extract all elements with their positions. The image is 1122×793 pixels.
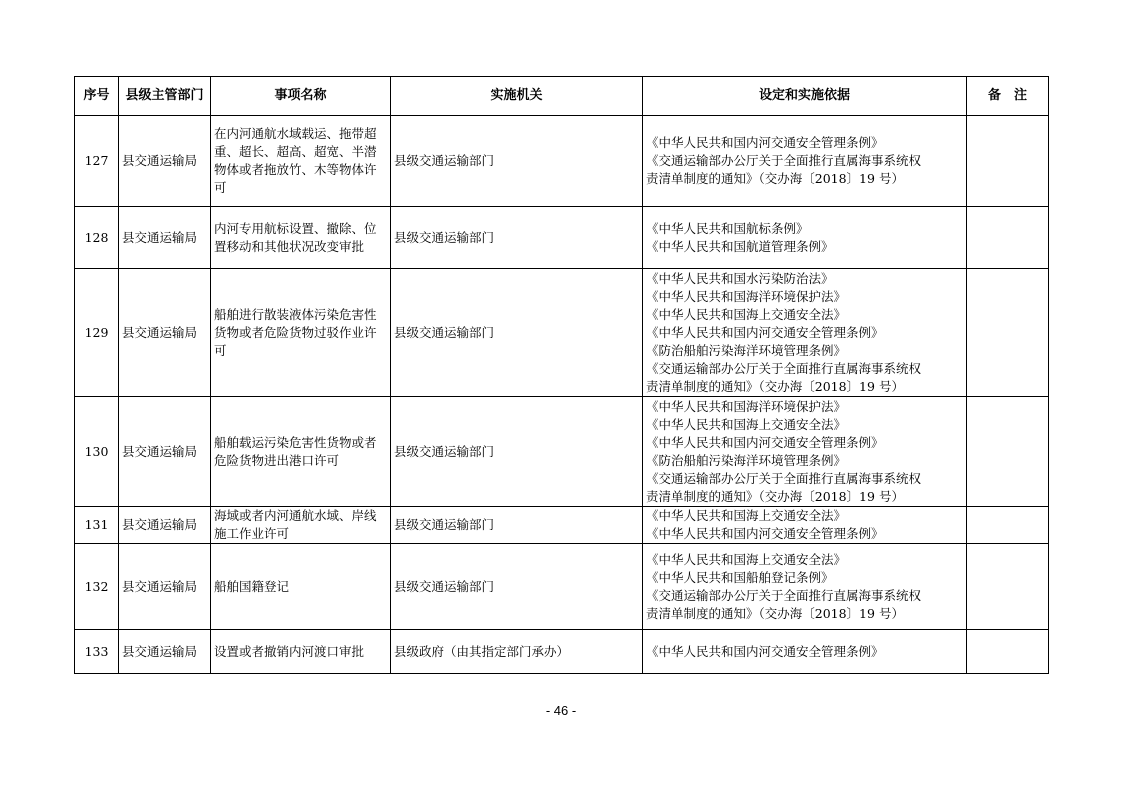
header-row	[75, 77, 1049, 116]
basis-line: 责清单制度的通知》（交办海〔2018〕19 号）	[646, 171, 904, 186]
basis-line: 《防治船舶污染海洋环境管理条例》	[646, 452, 847, 468]
basis-line: 《中华人民共和国水污染防治法》	[646, 270, 834, 286]
table-row	[75, 507, 1049, 544]
row-org: 县级交通运输部门	[391, 269, 643, 397]
row-item: 在内河通航水域载运、拖带超重、超长、超高、超宽、半潜物体或者拖放竹、木等物体许可	[211, 116, 391, 207]
row-org: 县级政府（由其指定部门承办）	[391, 630, 643, 674]
row-item: 船舶载运污染危害性货物或者危险货物进出港口许可	[211, 397, 391, 507]
row-item: 海域或者内河通航水域、岸线施工作业许可	[211, 507, 391, 544]
row-note	[967, 507, 1049, 544]
row-dept: 县交通运输局	[119, 630, 211, 674]
table-row	[75, 207, 1049, 269]
basis-line: 《中华人民共和国内河交通安全管理条例》	[646, 643, 884, 659]
basis-line: 《中华人民共和国海上交通安全法》	[646, 306, 847, 322]
row-basis	[643, 207, 967, 269]
row-note	[967, 397, 1049, 507]
basis-line: 《中华人民共和国海上交通安全法》	[646, 551, 847, 567]
basis-line: 责清单制度的通知》（交办海〔2018〕19 号）	[646, 488, 904, 504]
row-note	[967, 630, 1049, 674]
row-note	[967, 116, 1049, 207]
row-note	[967, 269, 1049, 397]
row-number: 132	[75, 544, 119, 630]
basis-line: 《交通运输部办公厅关于全面推行直属海事系统权	[646, 360, 922, 376]
row-basis	[643, 630, 967, 674]
row-item: 船舶国籍登记	[211, 544, 391, 630]
basis-line: 《中华人民共和国航标条例》	[646, 220, 809, 236]
header-no: 序号	[75, 77, 119, 116]
header-org: 实施机关	[391, 77, 643, 116]
header-dept: 县级主管部门	[119, 77, 211, 116]
basis-line: 《中华人民共和国内河交通安全管理条例》	[646, 324, 884, 340]
table-body	[75, 116, 1049, 674]
basis-line: 《交通运输部办公厅关于全面推行直属海事系统权	[646, 153, 922, 168]
row-item: 设置或者撤销内河渡口审批	[211, 630, 391, 674]
table-row	[75, 544, 1049, 630]
basis-line: 《中华人民共和国内河交通安全管理条例》	[646, 434, 884, 450]
page-number: - 46 -	[545, 703, 577, 718]
row-number: 127	[75, 116, 119, 207]
row-basis	[643, 507, 967, 544]
row-note	[967, 207, 1049, 269]
table-row	[75, 269, 1049, 397]
basis-line: 《中华人民共和国航道管理条例》	[646, 238, 834, 254]
row-dept: 县交通运输局	[119, 544, 211, 630]
basis-line: 责清单制度的通知》（交办海〔2018〕19 号）	[646, 605, 904, 621]
basis-line: 《中华人民共和国海上交通安全法》	[646, 508, 847, 523]
table-row	[75, 630, 1049, 674]
basis-line: 责清单制度的通知》（交办海〔2018〕19 号）	[646, 378, 904, 394]
row-note	[967, 544, 1049, 630]
row-basis	[643, 116, 967, 207]
row-number: 130	[75, 397, 119, 507]
header-basis: 设定和实施依据	[643, 77, 967, 116]
row-dept: 县交通运输局	[119, 116, 211, 207]
row-org: 县级交通运输部门	[391, 397, 643, 507]
basis-line: 《中华人民共和国船舶登记条例》	[646, 569, 834, 585]
header-note: 备 注	[967, 77, 1049, 116]
row-org: 县级交通运输部门	[391, 116, 643, 207]
row-item: 船舶进行散装液体污染危害性货物或者危险货物过驳作业许可	[211, 269, 391, 397]
header-item: 事项名称	[211, 77, 391, 116]
row-org: 县级交通运输部门	[391, 507, 643, 544]
table-header	[75, 77, 1049, 116]
basis-line: 《中华人民共和国海洋环境保护法》	[646, 398, 847, 414]
table-row	[75, 397, 1049, 507]
row-dept: 县交通运输局	[119, 507, 211, 544]
row-basis	[643, 397, 967, 507]
row-dept: 县交通运输局	[119, 269, 211, 397]
basis-line: 《防治船舶污染海洋环境管理条例》	[646, 342, 847, 358]
basis-line: 《交通运输部办公厅关于全面推行直属海事系统权	[646, 587, 922, 603]
basis-line: 《中华人民共和国海上交通安全法》	[646, 416, 847, 432]
basis-line: 《中华人民共和国海洋环境保护法》	[646, 288, 847, 304]
basis-line: 《中华人民共和国内河交通安全管理条例》	[646, 135, 884, 150]
row-org: 县级交通运输部门	[391, 207, 643, 269]
row-number: 128	[75, 207, 119, 269]
row-basis	[643, 544, 967, 630]
row-basis	[643, 269, 967, 397]
row-number: 129	[75, 269, 119, 397]
row-number: 131	[75, 507, 119, 544]
permit-table	[74, 76, 1049, 674]
row-org: 县级交通运输部门	[391, 544, 643, 630]
row-number: 133	[75, 630, 119, 674]
basis-line: 《交通运输部办公厅关于全面推行直属海事系统权	[646, 470, 922, 486]
row-item: 内河专用航标设置、撤除、位置移动和其他状况改变审批	[211, 207, 391, 269]
row-dept: 县交通运输局	[119, 207, 211, 269]
table-row	[75, 116, 1049, 207]
basis-line: 《中华人民共和国内河交通安全管理条例》	[646, 526, 884, 541]
row-dept: 县交通运输局	[119, 397, 211, 507]
